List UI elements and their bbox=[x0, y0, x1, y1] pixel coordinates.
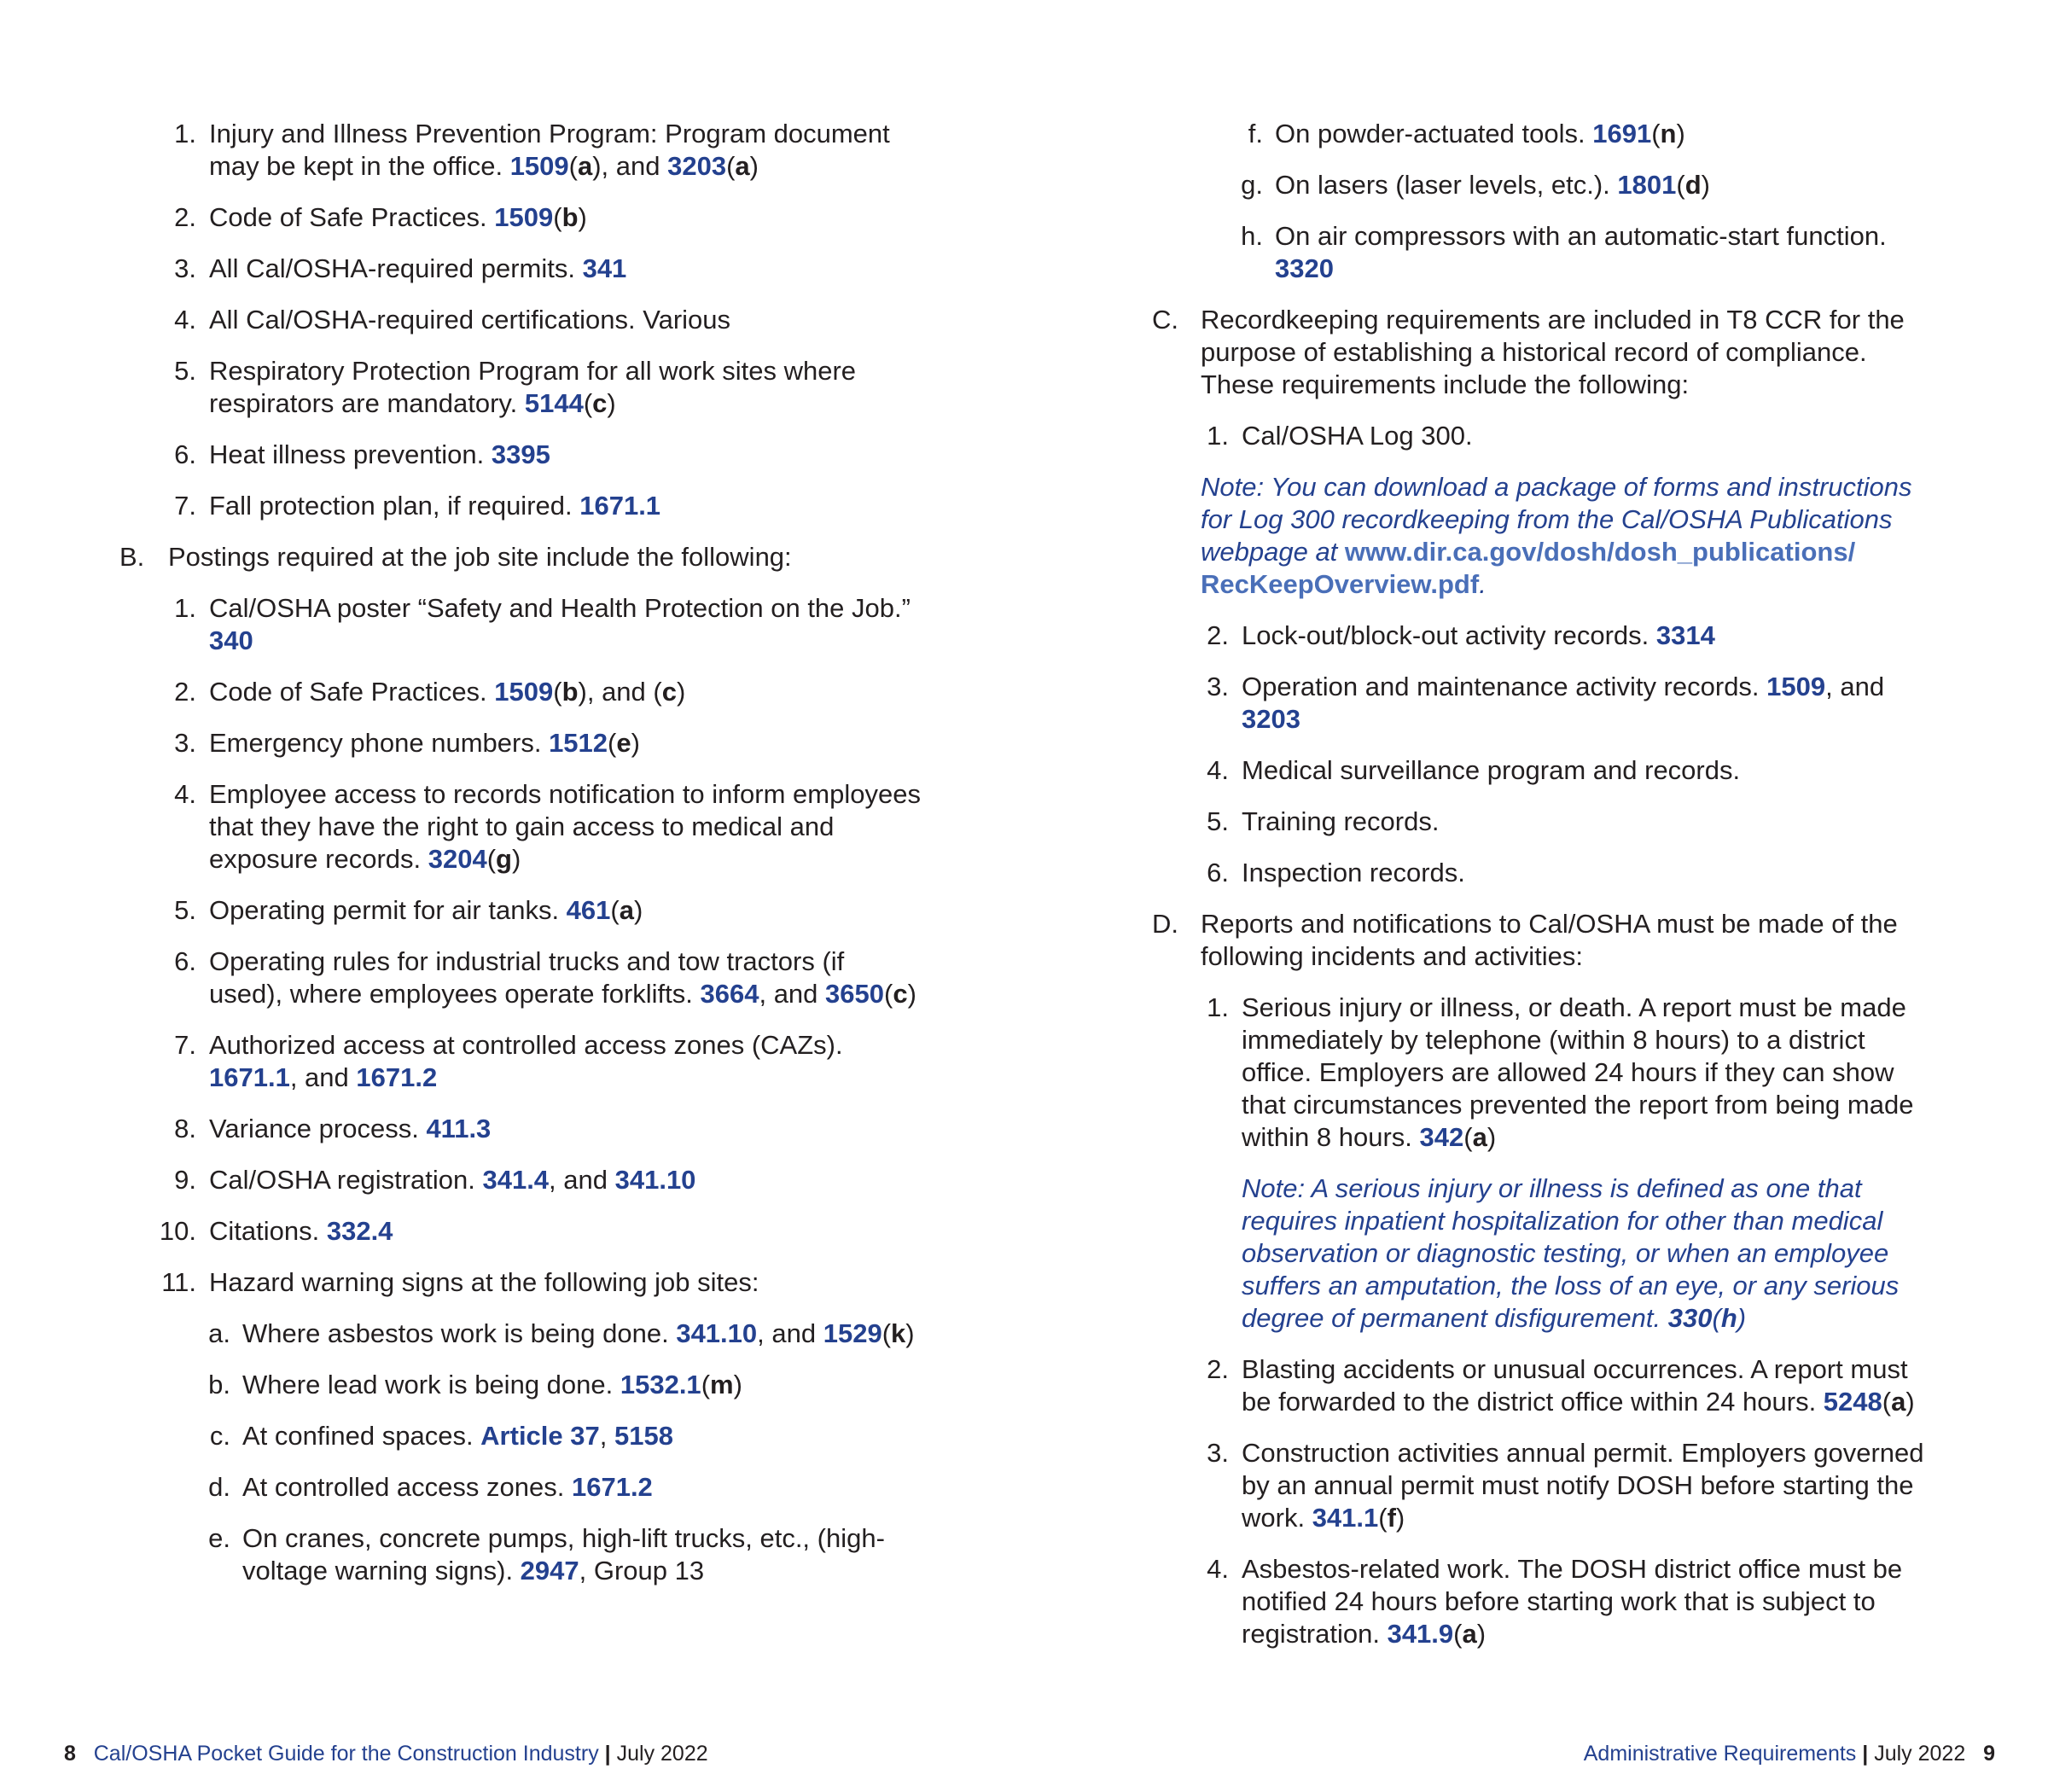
list-marker: h. bbox=[1241, 221, 1263, 251]
item-text: Operation and maintenance activity records. bbox=[1242, 672, 1767, 701]
regulation-reference: 332.4 bbox=[326, 1216, 393, 1246]
list-marker: 4. bbox=[174, 779, 196, 809]
regulation-reference: 411.3 bbox=[426, 1114, 492, 1143]
list-item bbox=[119, 1113, 922, 1145]
regulation-reference: 1509 bbox=[494, 677, 554, 707]
item-text: ( bbox=[881, 1318, 892, 1348]
list-item bbox=[119, 1522, 922, 1587]
list-item bbox=[1152, 806, 1937, 838]
list-item bbox=[119, 676, 922, 708]
item-text: ( bbox=[1676, 170, 1685, 200]
list-marker: 1. bbox=[1207, 421, 1229, 451]
list-item bbox=[1152, 754, 1937, 787]
subsection-letter: e bbox=[616, 728, 631, 758]
list-item bbox=[119, 592, 922, 657]
item-text: ) bbox=[1905, 1387, 1915, 1417]
item-text: ), and ( bbox=[578, 677, 662, 707]
regulation-reference: 341.1 bbox=[1312, 1503, 1379, 1533]
subsection-letter: b bbox=[561, 677, 579, 707]
item-text: Cal/OSHA Log 300. bbox=[1242, 421, 1473, 451]
subsection-letter: c bbox=[661, 677, 677, 707]
regulation-reference: 3203 bbox=[667, 151, 727, 181]
item-text: ( bbox=[553, 202, 562, 232]
regulation-reference: 341.4 bbox=[482, 1165, 550, 1195]
item-text: ( bbox=[701, 1370, 711, 1399]
subsection-letter: m bbox=[710, 1370, 734, 1399]
page-number-right: 9 bbox=[1983, 1742, 1995, 1766]
item-text: Inspection records. bbox=[1242, 858, 1465, 887]
list-item bbox=[119, 945, 922, 1010]
subsection-letter: f bbox=[1387, 1503, 1396, 1533]
item-text: Fall protection plan, if required. bbox=[209, 491, 580, 521]
list-item bbox=[119, 490, 922, 522]
item-text: ) bbox=[749, 151, 759, 181]
subsection-letter: a bbox=[1472, 1122, 1487, 1152]
item-text: . bbox=[1479, 569, 1487, 599]
list-marker: 2. bbox=[1207, 1354, 1229, 1384]
list-marker: 5. bbox=[174, 356, 196, 386]
item-text: ) bbox=[607, 388, 616, 418]
item-text: ) bbox=[733, 1370, 742, 1399]
list-item bbox=[119, 894, 922, 927]
item-text: Heat illness prevention. bbox=[209, 439, 492, 469]
list-item bbox=[119, 778, 922, 876]
item-text: Code of Safe Practices. bbox=[209, 677, 495, 707]
list-marker: 4. bbox=[1207, 1554, 1229, 1584]
list-marker: 9. bbox=[174, 1165, 196, 1195]
right-page-footer bbox=[1584, 1741, 1995, 1766]
item-text: ) bbox=[1487, 1122, 1497, 1152]
item-text: ( bbox=[1463, 1122, 1473, 1152]
item-text: ( bbox=[1712, 1303, 1721, 1333]
regulation-reference: 2947 bbox=[520, 1556, 579, 1585]
item-text: Emergency phone numbers. bbox=[209, 728, 550, 758]
item-text: Cal/OSHA poster “Safety and Health Protection on the Job.” bbox=[209, 593, 911, 623]
regulation-reference: 3204 bbox=[428, 844, 487, 874]
regulation-reference: 3320 bbox=[1275, 253, 1334, 283]
regulation-reference: 1509 bbox=[1766, 672, 1826, 701]
regulation-reference: 1529 bbox=[823, 1318, 882, 1348]
regulation-reference: 461 bbox=[566, 895, 611, 925]
item-text: Operating rules for industrial trucks and tow tractors (if used), where employees operate forklifts. bbox=[209, 946, 845, 1009]
list-item bbox=[119, 1369, 922, 1401]
item-text: ( bbox=[608, 728, 617, 758]
list-marker: c. bbox=[209, 1421, 230, 1451]
subsection-letter: a bbox=[619, 895, 634, 925]
list-marker: 7. bbox=[174, 491, 196, 521]
item-text: ), and bbox=[592, 151, 668, 181]
list-marker: d. bbox=[208, 1472, 230, 1502]
item-text: At controlled access zones. bbox=[242, 1472, 572, 1502]
footer-section-title: Administrative Requirements bbox=[1583, 1742, 1857, 1766]
item-text: ( bbox=[610, 895, 620, 925]
item-text: ) bbox=[633, 895, 643, 925]
item-text: All Cal/OSHA-required permits. bbox=[209, 253, 583, 283]
page-number-left: 8 bbox=[64, 1742, 76, 1766]
list-marker: g. bbox=[1241, 170, 1263, 200]
list-item bbox=[119, 439, 922, 471]
list-marker: 5. bbox=[174, 895, 196, 925]
item-text: Medical surveillance program and records. bbox=[1242, 755, 1741, 785]
list-item bbox=[119, 727, 922, 759]
list-marker: 6. bbox=[174, 946, 196, 976]
publication-url: www.dir.ca.gov/dosh/dosh_publications/ RecKeepOverview.pdf bbox=[1201, 537, 1856, 599]
list-marker: 11. bbox=[161, 1267, 196, 1297]
list-marker: 2. bbox=[174, 677, 196, 707]
subsection-letter: h bbox=[1720, 1303, 1737, 1333]
item-text: All Cal/OSHA-required certifications. Various bbox=[209, 305, 731, 335]
item-text: ( bbox=[1882, 1387, 1892, 1417]
list-marker: 2. bbox=[1207, 620, 1229, 650]
item-text: ) bbox=[905, 1318, 915, 1348]
item-text: Blasting accidents or unusual occurrences. A report must be forwarded to the district office within 24 hours. bbox=[1242, 1354, 1908, 1417]
list-item bbox=[119, 541, 922, 573]
subsection-letter: 330 bbox=[1667, 1303, 1713, 1333]
footer-date: July 2022 bbox=[1874, 1742, 1966, 1766]
subsection-letter: a bbox=[735, 151, 750, 181]
item-text: Asbestos-related work. The DOSH district office must be notified 24 hours before starting work that is subject to registration. bbox=[1242, 1554, 1903, 1649]
list-item bbox=[1152, 118, 1937, 150]
item-text: Hazard warning signs at the following job sites: bbox=[209, 1267, 759, 1297]
list-item bbox=[1152, 304, 1937, 401]
regulation-reference: 3650 bbox=[825, 979, 884, 1009]
regulation-reference: 341.10 bbox=[614, 1165, 696, 1195]
subsection-letter: k bbox=[891, 1318, 906, 1348]
list-item bbox=[119, 1164, 922, 1196]
item-text: Postings required at the job site include the following: bbox=[168, 542, 792, 572]
list-marker: 3. bbox=[174, 728, 196, 758]
item-text: ( bbox=[553, 677, 562, 707]
item-text: ( bbox=[1378, 1503, 1388, 1533]
item-text: On lasers (laser levels, etc.). bbox=[1275, 170, 1618, 200]
list-item bbox=[119, 118, 922, 183]
item-text: Code of Safe Practices. bbox=[209, 202, 495, 232]
regulation-reference: 1671.1 bbox=[579, 491, 661, 521]
item-text: Respiratory Protection Program for all work sites where respirators are mandatory. bbox=[209, 356, 857, 418]
footer-separator: | bbox=[604, 1742, 611, 1766]
item-text: ( bbox=[726, 151, 736, 181]
list-item bbox=[1152, 169, 1937, 201]
regulation-reference: 5158 bbox=[614, 1421, 673, 1451]
regulation-reference: 341.9 bbox=[1387, 1619, 1454, 1649]
item-text: Serious injury or illness, or death. A report must be made immediately by telephone (within 8 hours) to a district office. Employers are allowed 24 hours if they can show that circumstances prevented the report from being made within 8 hours. bbox=[1242, 992, 1914, 1152]
item-text: ( bbox=[1453, 1619, 1463, 1649]
regulation-reference: 3314 bbox=[1655, 620, 1715, 650]
list-marker: 3. bbox=[174, 253, 196, 283]
list-marker: 7. bbox=[174, 1030, 196, 1060]
regulation-reference: 1691 bbox=[1592, 119, 1652, 148]
footer-separator: | bbox=[1862, 1742, 1869, 1766]
list-item bbox=[1152, 671, 1937, 736]
list-item bbox=[119, 1318, 922, 1350]
item-text: Recordkeeping requirements are included in T8 CCR for the purpose of establishing a historical record of compliance. These requirements include the following: bbox=[1201, 305, 1905, 399]
list-marker: 3. bbox=[1207, 1438, 1229, 1468]
item-text: , and bbox=[759, 979, 826, 1009]
item-text: On air compressors with an automatic-start function. bbox=[1275, 221, 1887, 251]
item-text: ) bbox=[631, 728, 640, 758]
item-text: , bbox=[599, 1421, 614, 1451]
regulation-reference: 1509 bbox=[509, 151, 569, 181]
item-text: Authorized access at controlled access zones (CAZs). bbox=[209, 1030, 843, 1060]
subsection-letter: b bbox=[561, 202, 579, 232]
regulation-reference: Article 37 bbox=[480, 1421, 600, 1451]
item-text: Operating permit for air tanks. bbox=[209, 895, 567, 925]
list-marker: 3. bbox=[1207, 672, 1229, 701]
regulation-reference: 341 bbox=[582, 253, 627, 283]
subsection-letter: a bbox=[1462, 1619, 1477, 1649]
item-text: ( bbox=[583, 388, 593, 418]
list-item bbox=[1152, 1553, 1937, 1650]
list-marker: b. bbox=[208, 1370, 230, 1399]
item-text: , and bbox=[757, 1318, 823, 1348]
list-item bbox=[1152, 992, 1937, 1154]
list-marker: 2. bbox=[174, 202, 196, 232]
item-text: At confined spaces. bbox=[242, 1421, 481, 1451]
item-text: ) bbox=[1676, 119, 1685, 148]
footer-date: July 2022 bbox=[616, 1742, 708, 1766]
subsection-letter: a bbox=[577, 151, 593, 181]
right-page-column bbox=[1152, 118, 1937, 1669]
item-text: ( bbox=[568, 151, 578, 181]
note-paragraph bbox=[1152, 1172, 1937, 1335]
list-marker: 6. bbox=[1207, 858, 1229, 887]
item-text: ) bbox=[1476, 1619, 1487, 1649]
subsection-letter: d bbox=[1684, 170, 1702, 200]
item-text: , and bbox=[289, 1062, 357, 1092]
item-text: Employee access to records notification to inform employees that they have the right to gain access to medical and exposure records. bbox=[209, 779, 921, 874]
list-marker: 1. bbox=[1207, 992, 1229, 1022]
list-item bbox=[119, 1471, 922, 1504]
item-text: Reports and notifications to Cal/OSHA must be made of the following incidents and activities: bbox=[1201, 909, 1898, 971]
regulation-reference: 5248 bbox=[1823, 1387, 1882, 1417]
list-marker: B. bbox=[119, 542, 145, 572]
item-text: ) bbox=[578, 202, 587, 232]
item-text: ) bbox=[1701, 170, 1710, 200]
subsection-letter: a bbox=[1891, 1387, 1906, 1417]
item-text: ( bbox=[884, 979, 893, 1009]
regulation-reference: 3395 bbox=[491, 439, 550, 469]
list-item bbox=[1152, 857, 1937, 889]
list-item bbox=[119, 304, 922, 336]
item-text: ) bbox=[907, 979, 916, 1009]
list-item bbox=[1152, 1353, 1937, 1418]
list-marker: C. bbox=[1152, 305, 1178, 335]
item-text: , Group 13 bbox=[579, 1556, 705, 1585]
item-text: On powder-actuated tools. bbox=[1275, 119, 1593, 148]
regulation-reference: 1801 bbox=[1617, 170, 1677, 200]
list-item bbox=[1152, 908, 1937, 973]
item-text: Note: You can download a package of forms and instructions for Log 300 recordkeeping from the Cal/OSHA Publications webpage at bbox=[1201, 472, 1912, 567]
item-text: , and bbox=[549, 1165, 615, 1195]
list-marker: 4. bbox=[1207, 755, 1229, 785]
list-marker: D. bbox=[1152, 909, 1178, 939]
regulation-reference: 1671.2 bbox=[356, 1062, 438, 1092]
list-marker: 4. bbox=[174, 305, 196, 335]
item-text: Injury and Illness Prevention Program: Program document may be kept in the office. bbox=[209, 119, 890, 181]
item-text: Training records. bbox=[1242, 806, 1440, 836]
item-text: , and bbox=[1825, 672, 1885, 701]
list-marker: 5. bbox=[1207, 806, 1229, 836]
regulation-reference: 1512 bbox=[549, 728, 608, 758]
item-text: ( bbox=[486, 844, 497, 874]
item-text: ) bbox=[511, 844, 521, 874]
item-text: Lock-out/block-out activity records. bbox=[1242, 620, 1656, 650]
list-marker: a. bbox=[208, 1318, 230, 1348]
item-text: Where asbestos work is being done. bbox=[242, 1318, 677, 1348]
regulation-reference: 1671.1 bbox=[209, 1062, 290, 1092]
list-marker: 1. bbox=[174, 593, 196, 623]
list-item bbox=[1152, 1437, 1937, 1534]
list-item bbox=[119, 355, 922, 420]
item-text: On cranes, concrete pumps, high-lift trucks, etc., (high-voltage warning signs). bbox=[242, 1523, 885, 1585]
regulation-reference: 1532.1 bbox=[620, 1370, 701, 1399]
regulation-reference: 341.10 bbox=[676, 1318, 758, 1348]
regulation-reference: 5144 bbox=[524, 388, 584, 418]
list-item bbox=[1152, 420, 1937, 452]
left-page-column bbox=[119, 118, 922, 1606]
list-item bbox=[1152, 220, 1937, 285]
item-text: Variance process. bbox=[209, 1114, 427, 1143]
list-marker: 1. bbox=[174, 119, 196, 148]
item-text: Cal/OSHA registration. bbox=[209, 1165, 483, 1195]
regulation-reference: 340 bbox=[209, 625, 253, 655]
list-item bbox=[119, 1029, 922, 1094]
list-item bbox=[119, 1266, 922, 1299]
item-text: Construction activities annual permit. Employers governed by an annual permit must notify DOSH before starting the work. bbox=[1242, 1438, 1924, 1533]
item-text: Note: A serious injury or illness is defined as one that requires inpatient hospitalization for other than medical observation or diagnostic testing, or when an employee suffers an amputation, the loss of an eye, or any serious degree of permanent disfigurement. bbox=[1242, 1173, 1900, 1333]
item-text: ) bbox=[676, 677, 686, 707]
footer-guide-title: Cal/OSHA Pocket Guide for the Construction Industry bbox=[93, 1742, 599, 1766]
list-item bbox=[119, 1420, 922, 1452]
subsection-letter: n bbox=[1660, 119, 1677, 148]
list-item bbox=[119, 1215, 922, 1248]
item-text: ) bbox=[1395, 1503, 1405, 1533]
item-text: Citations. bbox=[209, 1216, 327, 1246]
list-marker: f. bbox=[1248, 119, 1263, 148]
regulation-reference: 1671.2 bbox=[571, 1472, 653, 1502]
list-item bbox=[119, 253, 922, 285]
item-text: Where lead work is being done. bbox=[242, 1370, 620, 1399]
regulation-reference: 3203 bbox=[1242, 704, 1300, 734]
list-marker: e. bbox=[208, 1523, 230, 1553]
list-item bbox=[1152, 620, 1937, 652]
regulation-reference: 1509 bbox=[494, 202, 554, 232]
note-paragraph bbox=[1152, 471, 1937, 601]
list-marker: 8. bbox=[174, 1114, 196, 1143]
list-marker: 6. bbox=[174, 439, 196, 469]
list-marker: 10. bbox=[159, 1216, 196, 1246]
left-page-footer bbox=[64, 1741, 708, 1766]
subsection-letter: c bbox=[592, 388, 608, 418]
subsection-letter: c bbox=[893, 979, 908, 1009]
item-text: ( bbox=[1651, 119, 1661, 148]
item-text: ) bbox=[1737, 1303, 1747, 1333]
regulation-reference: 3664 bbox=[700, 979, 759, 1009]
regulation-reference: 342 bbox=[1419, 1122, 1464, 1152]
subsection-letter: g bbox=[496, 844, 512, 874]
list-item bbox=[119, 201, 922, 234]
